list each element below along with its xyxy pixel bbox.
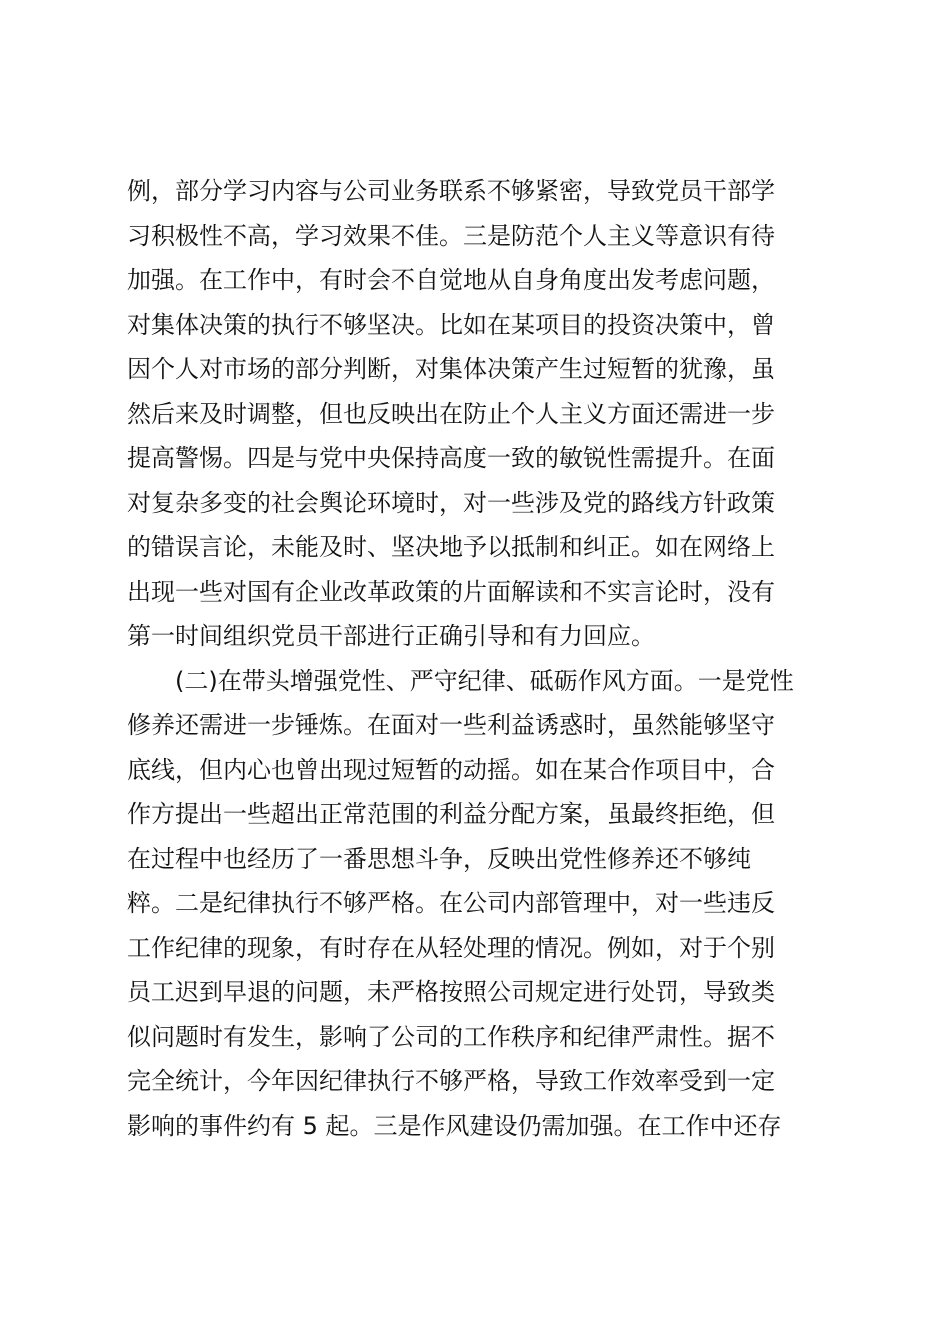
text-line: 底线，但内心也曾出现过短暂的动摇。如在某合作项目中，合 — [127, 755, 775, 784]
text-line: 粹。二是纪律执行不够严格。在公司内部管理中，对一些违反 — [127, 889, 775, 917]
text-line: 第一时间组织党员干部进行正确引导和有力回应。 — [127, 622, 655, 650]
text-line: 似问题时有发生，影响了公司的工作秩序和纪律严肃性。据不 — [127, 1022, 775, 1051]
body-text — [127, 169, 827, 1148]
text-line: 完全统计，今年因纪律执行不够严格，导致工作效率受到一定 — [127, 1067, 775, 1095]
text-line: 影响的事件约有 5 起。三是作风建设仍需加强。在工作中还存 — [127, 1111, 782, 1140]
text-line: 因个人对市场的部分判断，对集体决策产生过短暂的犹豫，虽 — [127, 355, 775, 383]
text-line: 然后来及时调整，但也反映出在防止个人主义方面还需进一步 — [127, 399, 775, 428]
text-line: 加强。在工作中，有时会不自觉地从自身角度出发考虑问题， — [127, 266, 775, 294]
text-line: 对集体决策的执行不够坚决。比如在某项目的投资决策中，曾 — [127, 310, 775, 339]
section-heading-line: (二)在带头增强党性、严守纪律、砥砺作风方面。一是党性 — [175, 666, 794, 695]
text-line: 提高警惕。四是与党中央保持高度一致的敏锐性需提升。在面 — [127, 444, 775, 472]
text-line: 工作纪律的现象，有时存在从轻处理的情况。例如，对于个别 — [127, 933, 775, 962]
text-line: 修养还需进一步锤炼。在面对一些利益诱惑时，虽然能够坚守 — [127, 711, 775, 739]
text-line: 员工迟到早退的问题，未严格按照公司规定进行处罚，导致类 — [127, 978, 775, 1006]
text-line: 的错误言论，未能及时、坚决地予以抵制和纠正。如在网络上 — [127, 533, 775, 561]
text-line: 对复杂多变的社会舆论环境时，对一些涉及党的路线方针政策 — [127, 488, 775, 517]
text-line: 例，部分学习内容与公司业务联系不够紧密，导致党员干部学 — [127, 177, 775, 205]
text-line: 习积极性不高，学习效果不佳。三是防范个人主义等意识有待 — [127, 221, 775, 250]
text-line: 在过程中也经历了一番思想斗争，反映出党性修养还不够纯 — [127, 844, 751, 873]
text-line: 作方提出一些超出正常范围的利益分配方案，虽最终拒绝，但 — [127, 800, 775, 828]
text-line: 出现一些对国有企业改革政策的片面解读和不实言论时，没有 — [127, 577, 775, 606]
